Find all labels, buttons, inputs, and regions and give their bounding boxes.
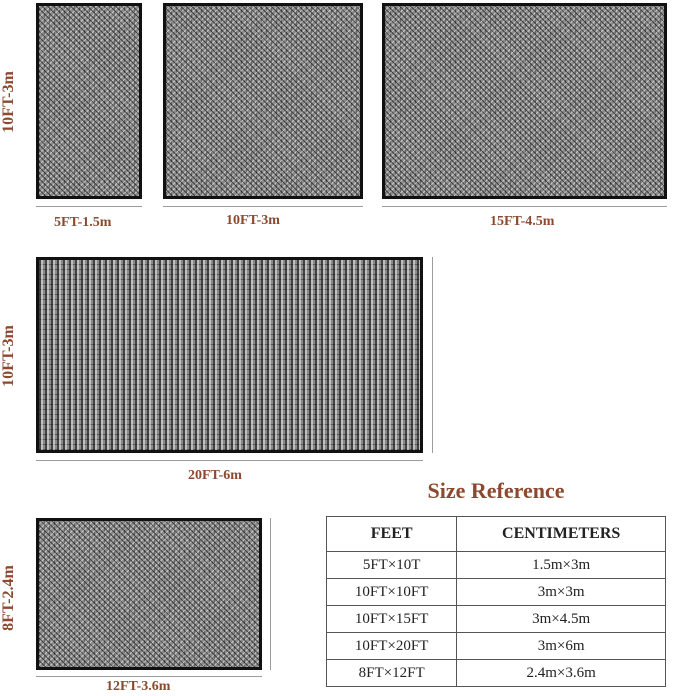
width-rule [36,676,262,677]
table-header-row [327,517,666,552]
net-panel-5x10 [36,3,142,199]
height-label-row3: 8FT-2.4m [0,565,17,631]
cell-metric: 2.4m×3.6m [457,660,666,687]
net-panel-10x10 [163,3,363,199]
header-feet: FEET [327,517,457,552]
size-reference-table [326,516,666,687]
net-panel-8x12 [36,518,262,670]
cell-metric: 3m×6m [457,633,666,660]
size-reference-title: Size Reference [427,478,565,503]
height-label-row2: 10FT-3m [0,325,17,387]
width-label-5ft: 5FT-1.5m [54,215,112,230]
cell-metric: 3m×4.5m [457,606,666,633]
cell-feet: 8FT×12FT [327,660,457,687]
table-row [327,660,666,687]
height-label-row1: 10FT-3m [0,71,17,133]
table-row [327,606,666,633]
height-rule [432,257,433,453]
width-label-12ft: 12FT-3.6m [106,679,171,694]
cell-metric: 3m×3m [457,579,666,606]
table-row [327,552,666,579]
width-rule [382,206,667,207]
net-panel-10x15 [382,3,667,199]
cell-metric: 1.5m×3m [457,552,666,579]
header-centimeters: CENTIMETERS [457,517,666,552]
cell-feet: 10FT×15FT [327,606,457,633]
width-label-10ft: 10FT-3m [226,213,280,228]
width-rule [36,206,142,207]
width-rule [163,206,363,207]
table-row [327,633,666,660]
width-label-20ft: 20FT-6m [188,468,242,483]
width-label-15ft: 15FT-4.5m [490,214,555,229]
width-rule [36,460,423,461]
table-row [327,579,666,606]
height-rule [270,518,271,670]
cell-feet: 10FT×20FT [327,633,457,660]
cell-feet: 10FT×10FT [327,579,457,606]
cell-feet: 5FT×10T [327,552,457,579]
net-panel-10x20 [36,257,423,453]
